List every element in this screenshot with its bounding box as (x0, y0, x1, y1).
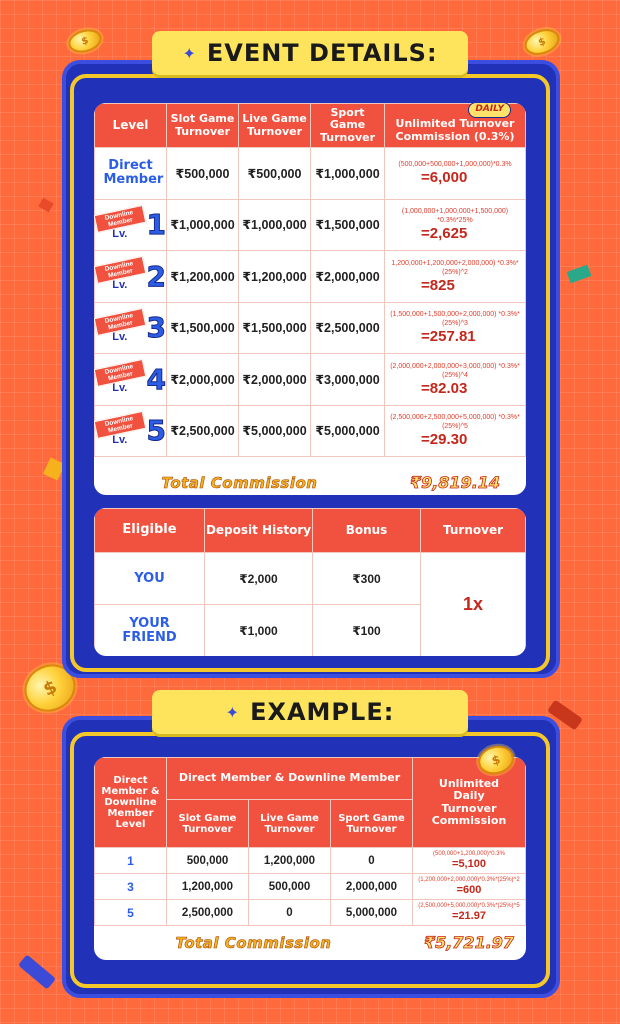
header-slot: Slot Game Turnover (167, 104, 239, 148)
commission-result: =5,100 (452, 858, 486, 870)
total-commission-value: ₹5,721.97 (423, 933, 515, 953)
level-number: 5 (127, 905, 134, 920)
commission-formula: (1,200,000+2,000,000)*0.3%*(25%)^2 (418, 877, 520, 883)
commission-table (94, 103, 526, 495)
level-cell (95, 199, 167, 251)
commission-formula: (1,000,000+1,000,000+1,500,000) *0.3%*25% (401, 208, 509, 225)
live-cell: ₹1,500,000 (239, 302, 311, 354)
header-sport: Sport Game Turnover (311, 104, 385, 148)
level-cell (95, 900, 167, 926)
header-group: Direct Member & Downline Member (167, 758, 413, 800)
live-cell: 0 (249, 900, 331, 926)
sport-cell: ₹5,000,000 (311, 405, 385, 457)
commission-result: =2,625 (421, 225, 468, 243)
table-row (95, 354, 526, 406)
table-row (95, 848, 526, 874)
header-commission: Unlimited Daily Turnover Commission (413, 758, 526, 848)
sparkle-icon: ✦ (182, 43, 197, 63)
table-row (95, 553, 526, 605)
slot-cell: ₹2,500,000 (167, 405, 239, 457)
header-slot: Slot Game Turnover (167, 800, 249, 848)
lv-prefix: Lv. (112, 433, 128, 446)
confetti-icon (567, 265, 592, 284)
example-table-panel (94, 757, 526, 960)
total-commission-label: Total Commission (175, 933, 332, 952)
eligible-friend: YOUR FRIEND (122, 615, 177, 645)
header-sport: Sport Game Turnover (331, 800, 413, 848)
header-deposit: Deposit History (205, 509, 313, 553)
commission-table-header (95, 104, 526, 148)
table-row (95, 900, 526, 926)
eligibility-table-header (95, 509, 526, 553)
commission-result: =825 (421, 276, 455, 294)
header-turnover: Turnover (421, 509, 526, 553)
total-commission-label: Total Commission (161, 473, 318, 492)
daily-badge: DAILY (468, 103, 511, 118)
total-label-cell (95, 926, 413, 960)
table-row (95, 302, 526, 354)
commission-cell (413, 874, 526, 900)
level-number: 2 (146, 259, 166, 293)
level-number: 5 (146, 414, 166, 448)
lv-prefix: Lv. (112, 330, 128, 343)
commission-cell (385, 199, 526, 251)
commission-cell (385, 405, 526, 457)
table-row (95, 148, 526, 200)
deposit-cell: ₹1,000 (205, 605, 313, 657)
level-cell (95, 874, 167, 900)
slot-cell: ₹500,000 (167, 148, 239, 200)
commission-result: =21.97 (452, 910, 486, 922)
live-cell: ₹500,000 (239, 148, 311, 200)
header-level: Level (95, 104, 167, 148)
turnover-cell (421, 553, 526, 657)
table-row (95, 874, 526, 900)
level-number: 3 (127, 879, 134, 894)
total-value-cell (413, 926, 526, 960)
direct-member-label: Direct Member (103, 158, 164, 188)
downline-tag: Downline Member (94, 205, 146, 233)
sport-cell: ₹3,000,000 (311, 354, 385, 406)
level-cell (95, 148, 167, 200)
commission-cell (413, 848, 526, 874)
live-cell: ₹1,200,000 (239, 251, 311, 303)
sport-cell: 2,000,000 (331, 874, 413, 900)
commission-result: =6,000 (421, 169, 468, 187)
level-number: 3 (146, 311, 166, 345)
slot-cell: 1,200,000 (167, 874, 249, 900)
live-cell: ₹1,000,000 (239, 199, 311, 251)
table-row (95, 405, 526, 457)
total-label-cell (95, 457, 385, 496)
downline-tag: Downline Member (94, 411, 146, 439)
commission-table-panel (94, 103, 526, 495)
header-level: Direct Member & Downline Member Level (95, 758, 167, 848)
commission-formula: (2,500,000+2,500,000+5,000,000) *0.3%*(25%)^5 (390, 414, 520, 431)
eligible-cell (95, 605, 205, 657)
eligible-cell (95, 553, 205, 605)
event-details-title-text: EVENT DETAILS: (206, 39, 438, 67)
header-commission (385, 104, 526, 148)
live-cell: 1,200,000 (249, 848, 331, 874)
sport-cell: ₹1,000,000 (311, 148, 385, 200)
deposit-cell: ₹2,000 (205, 553, 313, 605)
slot-cell: 2,500,000 (167, 900, 249, 926)
sport-cell: ₹2,500,000 (311, 302, 385, 354)
lv-prefix: Lv. (112, 227, 128, 240)
commission-result: =82.03 (421, 379, 468, 397)
downline-tag: Downline Member (94, 256, 146, 284)
commission-formula: (1,500,000+1,500,000+2,000,000) *0.3%*(25%)^3 (390, 311, 520, 328)
header-live: Live Game Turnover (239, 104, 311, 148)
sport-cell: 5,000,000 (331, 900, 413, 926)
live-cell: ₹5,000,000 (239, 405, 311, 457)
example-title-text: EXAMPLE: (250, 698, 395, 726)
downline-tag: Downline Member (94, 308, 146, 336)
table-row (95, 199, 526, 251)
total-commission-value: ₹9,819.14 (409, 473, 501, 492)
bonus-cell: ₹300 (313, 553, 421, 605)
total-row (95, 457, 526, 496)
header-eligible: Eligible (95, 509, 205, 553)
commission-cell (413, 900, 526, 926)
live-cell: 500,000 (249, 874, 331, 900)
level-number: 1 (127, 853, 134, 868)
example-table-header (95, 758, 526, 800)
slot-cell: 500,000 (167, 848, 249, 874)
commission-formula: (500,000+1,200,000)*0.3% (433, 851, 505, 857)
example-table (94, 757, 526, 960)
sport-cell: 0 (331, 848, 413, 874)
commission-result: =257.81 (421, 328, 476, 346)
total-row (95, 926, 526, 960)
lv-prefix: Lv. (112, 279, 128, 292)
slot-cell: ₹1,000,000 (167, 199, 239, 251)
slot-cell: ₹2,000,000 (167, 354, 239, 406)
level-cell (95, 302, 167, 354)
coin-icon (66, 26, 105, 56)
header-bonus: Bonus (313, 509, 421, 553)
commission-result: =600 (456, 884, 482, 896)
slot-cell: ₹1,200,000 (167, 251, 239, 303)
bonus-cell: ₹100 (313, 605, 421, 657)
slot-cell: ₹1,500,000 (167, 302, 239, 354)
header-commission-text: Unlimited Turnover Commission (0.3%) (395, 117, 515, 143)
downline-tag: Downline Member (94, 359, 146, 387)
lv-prefix: Lv. (112, 382, 128, 395)
example-title (152, 690, 468, 734)
eligible-you: YOU (134, 571, 165, 586)
commission-result: =29.30 (421, 431, 468, 449)
commission-formula: 1,200,000+1,200,000+2,000,000) *0.3%*(25%)^2 (391, 259, 519, 276)
level-cell (95, 405, 167, 457)
eligibility-table (94, 508, 526, 656)
level-number: 1 (146, 208, 166, 242)
commission-cell (385, 354, 526, 406)
table-row (95, 251, 526, 303)
total-value-cell (385, 457, 526, 496)
turnover-value: 1x (462, 594, 484, 614)
commission-cell (385, 302, 526, 354)
live-cell: ₹2,000,000 (239, 354, 311, 406)
level-cell (95, 251, 167, 303)
sport-cell: ₹1,500,000 (311, 199, 385, 251)
header-live: Live Game Turnover (249, 800, 331, 848)
confetti-icon (38, 198, 53, 213)
commission-formula: (2,500,000+5,000,000)*0.3%*(25%)^5 (418, 903, 520, 909)
commission-cell (385, 148, 526, 200)
level-number: 4 (146, 362, 166, 396)
sparkle-icon: ✦ (225, 702, 241, 722)
commission-formula: (2,000,000+2,000,000+3,000,000) *0.3%*(25%)^4 (390, 362, 520, 379)
sport-cell: ₹2,000,000 (311, 251, 385, 303)
level-cell (95, 848, 167, 874)
commission-formula: (500,000+500,000+1,000,000)*0.3% (398, 161, 512, 169)
commission-cell (385, 251, 526, 303)
level-cell (95, 354, 167, 406)
coin-icon (521, 25, 563, 60)
event-details-title (152, 31, 468, 75)
confetti-icon (18, 954, 56, 989)
eligibility-table-panel (94, 508, 526, 656)
